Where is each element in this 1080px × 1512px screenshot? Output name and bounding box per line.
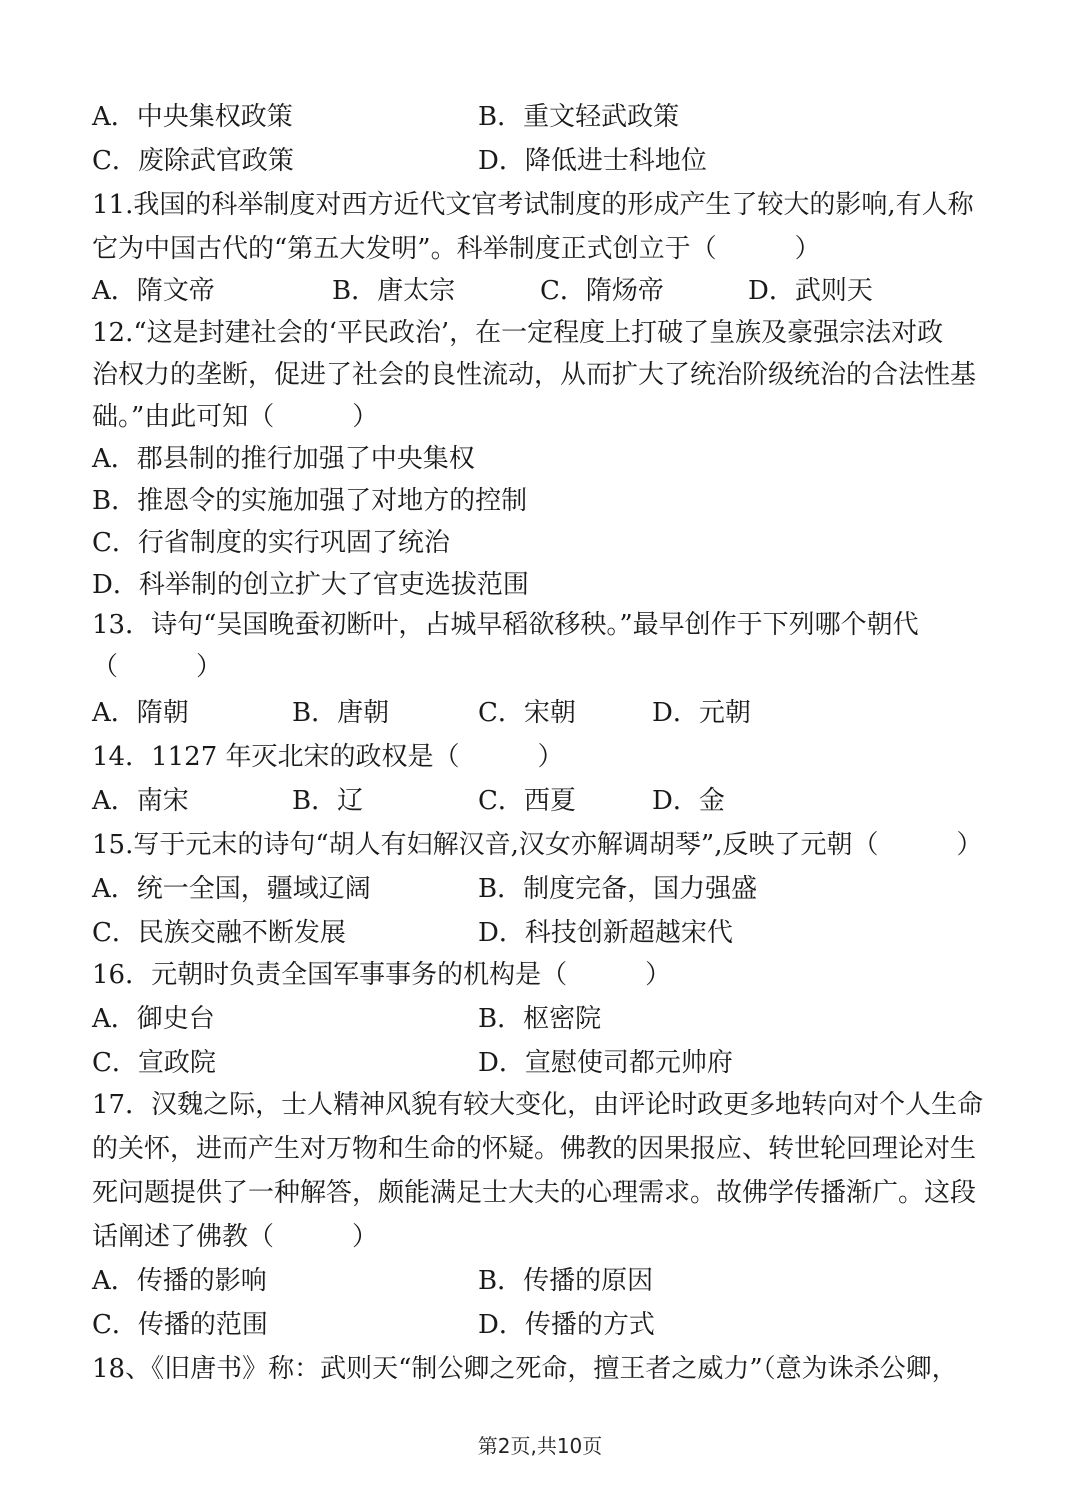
q13-option-b: B．唐朝 [292, 698, 390, 728]
q16-option-b: B．枢密院 [478, 1004, 602, 1034]
q15-option-a: A．统一全国，疆域辽阔 [92, 874, 371, 904]
q11-option-c: C．隋炀帝 [540, 276, 664, 306]
q10-option-c: C．废除武官政策 [92, 146, 294, 176]
q11-stem-line-1: 11.我国的科举制度对西方近代文官考试制度的形成产生了较大的影响,有人称 [92, 190, 974, 220]
q17-stem-line-4: 话阐述了佛教（ ） [92, 1222, 379, 1252]
q12-option-b: B．推恩令的实施加强了对地方的控制 [92, 486, 528, 516]
q17-stem-line-1: 17．汉魏之际，士人精神风貌有较大变化，由评论时政更多地转向对个人生命 [92, 1090, 984, 1120]
q16-option-c: C．宣政院 [92, 1048, 216, 1078]
q16-stem-line-1: 16．元朝时负责全国军事事务的机构是（ ） [92, 960, 672, 990]
q11-option-d: D．武则天 [748, 276, 873, 306]
page-number: 第2页,共10页 [477, 1434, 603, 1458]
q13-option-a: A．隋朝 [92, 698, 189, 728]
q16-option-d: D．宣慰使司都元帅府 [478, 1048, 733, 1078]
q16-option-a: A．御史台 [92, 1004, 215, 1034]
q13-option-d: D．元朝 [652, 698, 751, 728]
q17-stem-line-2: 的关怀，进而产生对万物和生命的怀疑。佛教的因果报应、转世轮回理论对生 [92, 1134, 977, 1164]
q12-option-d: D．科举制的创立扩大了官吏选拔范围 [92, 570, 529, 600]
q12-option-c: C．行省制度的实行巩固了统治 [92, 528, 450, 558]
q14-stem-line-1: 14．1127 年灭北宋的政权是（ ） [92, 742, 564, 772]
q14-option-b: B．辽 [292, 786, 364, 816]
q10-option-b: B．重文轻武政策 [478, 102, 680, 132]
q15-option-b: B．制度完备，国力强盛 [478, 874, 758, 904]
q12-stem-line-3: 础。”由此可知（ ） [92, 402, 379, 432]
q12-stem-line-2: 治权力的垄断，促进了社会的良性流动，从而扩大了统治阶级统治的合法性基 [92, 360, 977, 390]
q11-option-a: A．隋文帝 [92, 276, 215, 306]
q15-option-d: D．科技创新超越宋代 [478, 918, 733, 948]
q13-option-c: C．宋朝 [478, 698, 576, 728]
q15-stem-line-1: 15.写于元末的诗句“胡人有妇解汉音,汉女亦解调胡琴”,反映了元朝（ ） [92, 830, 983, 860]
q17-option-c: C．传播的范围 [92, 1310, 268, 1340]
q15-option-c: C．民族交融不断发展 [92, 918, 346, 948]
q13-stem-line-2: （ ） [92, 652, 223, 682]
q10-option-a: A．中央集权政策 [92, 102, 293, 132]
q17-option-b: B．传播的原因 [478, 1266, 654, 1296]
q18-stem-line-1: 18、《旧唐书》称：武则天“制公卿之死命，擅王者之威力”（意为诛杀公卿， [92, 1354, 958, 1384]
q14-option-c: C．西夏 [478, 786, 576, 816]
q14-option-d: D．金 [652, 786, 725, 816]
q11-option-b: B．唐太宗 [332, 276, 456, 306]
q17-stem-line-3: 死问题提供了一种解答，颇能满足士大夫的心理需求。故佛学传播渐广。这段 [92, 1178, 977, 1208]
q17-option-a: A．传播的影响 [92, 1266, 267, 1296]
q14-option-a: A．南宋 [92, 786, 189, 816]
q17-option-d: D．传播的方式 [478, 1310, 655, 1340]
q12-option-a: A．郡县制的推行加强了中央集权 [92, 444, 475, 474]
q11-stem-line-2: 它为中国古代的“第五大发明”。科举制度正式创立于（ ） [92, 234, 821, 264]
q13-stem-line-1: 13．诗句“吴国晚蚕初断叶，占城早稻欲移秧。”最早创作于下列哪个朝代 [92, 610, 919, 640]
q12-stem-line-1: 12.“这是封建社会的‘平民政治’，在一定程度上打破了皇族及豪强宗法对政 [92, 318, 944, 348]
q10-option-d: D．降低进士科地位 [478, 146, 707, 176]
